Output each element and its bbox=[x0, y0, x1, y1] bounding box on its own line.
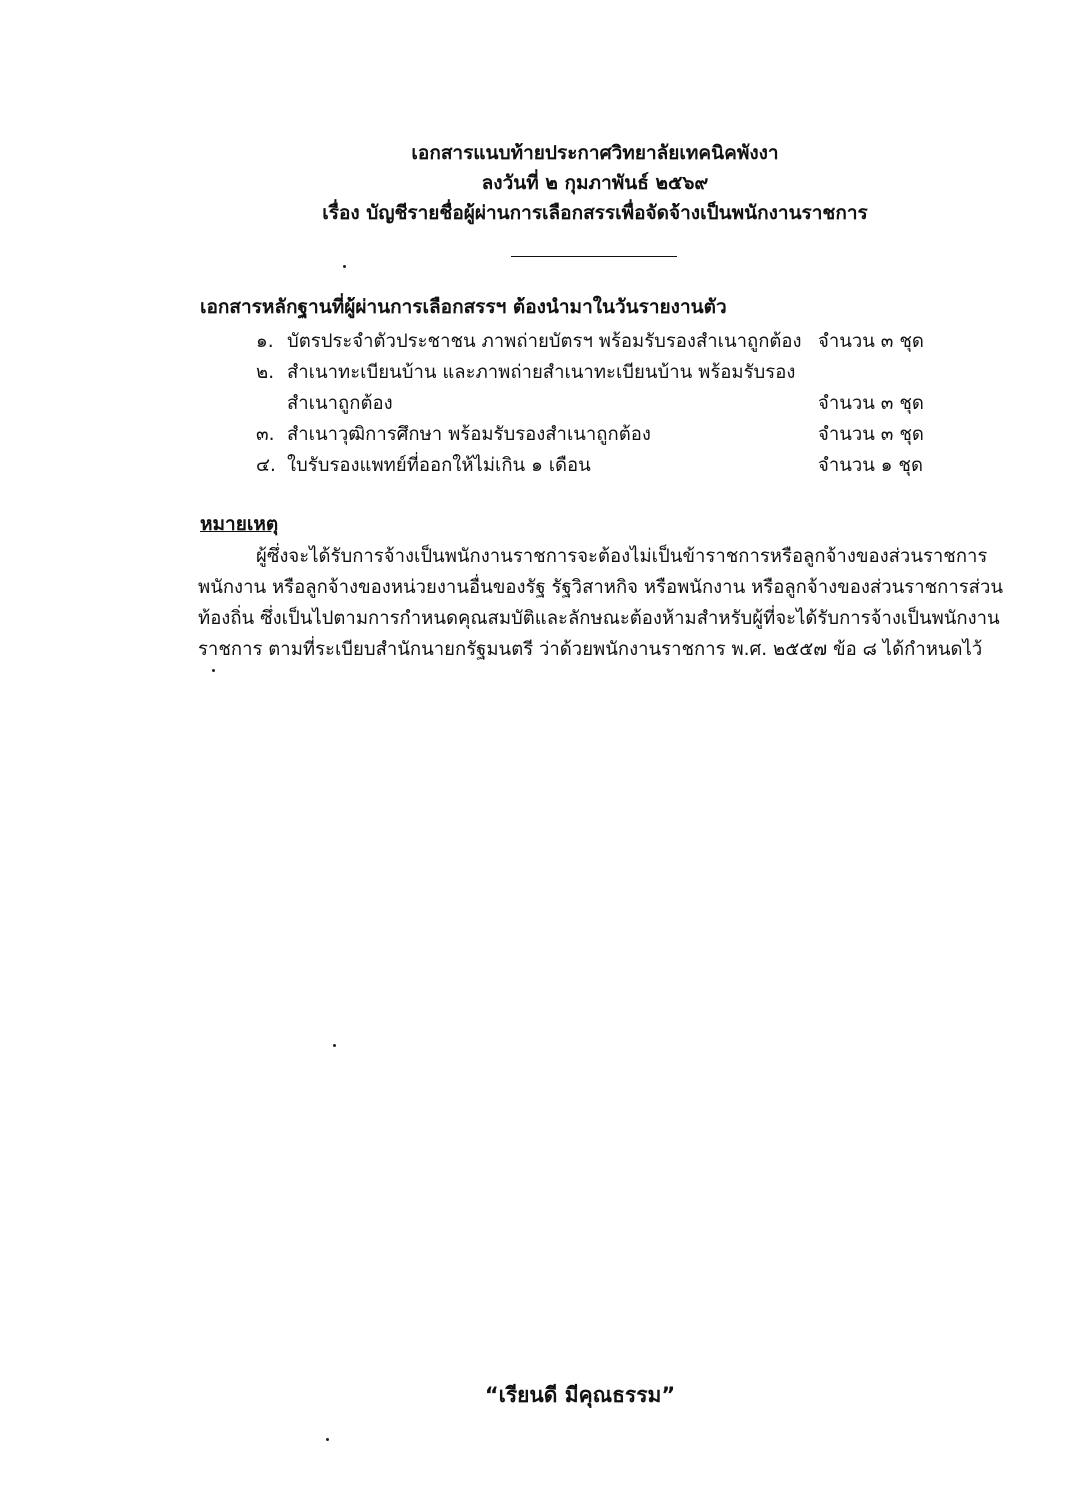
scan-speck bbox=[343, 265, 346, 268]
scan-speck bbox=[326, 1438, 329, 1441]
header-divider bbox=[511, 256, 677, 257]
college-motto: “เรียนดี มีคุณธรรม” bbox=[484, 1383, 676, 1407]
list-item-number: ๔. bbox=[256, 455, 276, 476]
note-line: ท้องถิ่น ซึ่งเป็นไปตามการกำหนดคุณสมบัติและลักษณะต้องห้ามสำหรับผู้ที่จะได้รับการจ้างเป็นพนักงาน bbox=[198, 608, 1000, 629]
list-item-number: ๒. bbox=[256, 362, 275, 383]
list-item-text: ใบรับรองแพทย์ที่ออกให้ไม่เกิน ๑ เดือน bbox=[287, 455, 591, 476]
list-item-quantity: จำนวน ๑ ชุด bbox=[818, 455, 923, 476]
list-item-number: ๓. bbox=[256, 424, 275, 445]
scan-speck bbox=[333, 1044, 336, 1047]
list-item-quantity: จำนวน ๓ ชุด bbox=[818, 393, 924, 414]
header-subject: เรื่อง บัญชีรายชื่อผู้ผ่านการเลือกสรรเพื่อจัดจ้างเป็นพนักงานราชการ bbox=[322, 202, 868, 224]
note-title: หมายเหตุ bbox=[200, 513, 279, 535]
list-item-text-continued: สำเนาถูกต้อง bbox=[287, 393, 393, 414]
list-item bbox=[256, 450, 946, 481]
list-item-quantity: จำนวน ๓ ชุด bbox=[818, 331, 924, 352]
note-line: ผู้ซึ่งจะได้รับการจ้างเป็นพนักงานราชการจะต้องไม่เป็นข้าราชการหรือลูกจ้างของส่วนราชการ bbox=[256, 546, 988, 567]
list-item-quantity: จำนวน ๓ ชุด bbox=[818, 424, 924, 445]
scan-speck bbox=[212, 669, 215, 672]
note-body bbox=[198, 541, 1003, 665]
documents-list bbox=[256, 326, 946, 481]
list-item-text: สำเนาวุฒิการศึกษา พร้อมรับรองสำเนาถูกต้อง bbox=[287, 424, 651, 445]
header-date: ลงวันที่ ๒ กุมภาพันธ์ ๒๕๖๙ bbox=[481, 172, 709, 194]
list-item bbox=[256, 357, 946, 419]
note-line: ราชการ ตามที่ระเบียบสำนักนายกรัฐมนตรี ว่าด้วยพนักงานราชการ พ.ศ. ๒๕๕๗ ข้อ ๘ ได้กำหนดไว้ bbox=[198, 639, 983, 660]
list-item bbox=[256, 419, 946, 450]
documents-section-title: เอกสารหลักฐานที่ผู้ผ่านการเลือกสรรฯ ต้องนำมาในวันรายงานตัว bbox=[200, 296, 727, 318]
list-item-number: ๑. bbox=[256, 331, 274, 352]
note-line: พนักงาน หรือลูกจ้างของหน่วยงานอื่นของรัฐ รัฐวิสาหกิจ หรือพนักงาน หรือลูกจ้างของส่วนราชการส่วน bbox=[198, 577, 1003, 598]
list-item-text: สำเนาทะเบียนบ้าน และภาพถ่ายสำเนาทะเบียนบ้าน พร้อมรับรอง bbox=[287, 362, 796, 383]
header-title: เอกสารแนบท้ายประกาศวิทยาลัยเทคนิคพังงา bbox=[411, 142, 779, 164]
document-header bbox=[0, 138, 1082, 228]
list-item-text: บัตรประจำตัวประชาชน ภาพถ่ายบัตรฯ พร้อมรับรองสำเนาถูกต้อง bbox=[287, 331, 802, 352]
list-item bbox=[256, 326, 946, 357]
